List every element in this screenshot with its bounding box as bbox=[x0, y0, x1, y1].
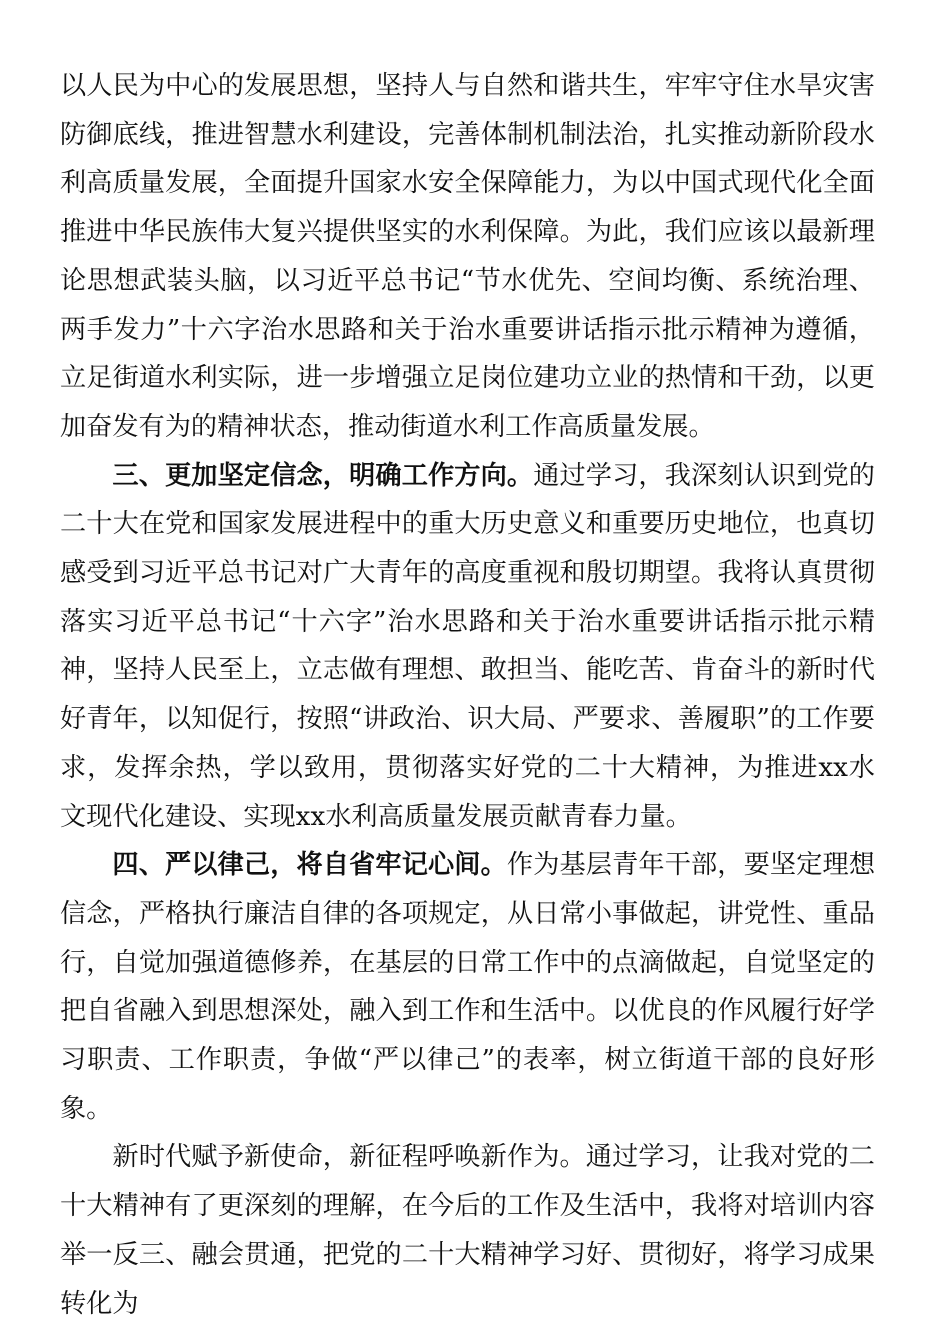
paragraph-text: 通过学习，我深刻认识到党的二十大在党和国家发展进程中的重大历史意义和重要历史地位，也真切感受到习近平总书记对广大青年的高度重视和殷切期望。我将认真贯彻落实习近平总书记“十六字”治水思路和关于治水重要讲话指示批示精神，坚持人民至上，立志做有理想、敢担当、能吃苦、肯奋斗的新时代好青年，以知促行，按照“讲政治、识大局、严要求、善履职”的工作要求，发挥余热，学以致用，贯彻落实好党的二十大精神，为推进xx水文现代化建设、实现xx水利高质量发展贡献青春力量。 bbox=[60, 460, 875, 832]
paragraph-section-four bbox=[60, 841, 875, 1133]
paragraph-continuation bbox=[60, 62, 875, 452]
paragraph-text: 作为基层青年干部，要坚定理想信念，严格执行廉洁自律的各项规定，从日常小事做起，讲党性、重品行，自觉加强道德修养，在基层的日常工作中的点滴做起，自觉坚定的把自省融入到思想深处，融入到工作和生活中。以优良的作风履行好学习职责、工作职责，争做“严以律己”的表率，树立街道干部的良好形象。 bbox=[60, 850, 876, 1124]
paragraph-text: 新时代赋予新使命，新征程呼唤新作为。通过学习，让我对党的二十大精神有了更深刻的理解，在今后的工作及生活中，我将对培训内容举一反三、融会贯通，把党的二十大精神学习好、贯彻好，将学习成果转化为 bbox=[60, 1142, 875, 1319]
document-page bbox=[60, 62, 875, 1328]
paragraph-section-three bbox=[60, 452, 875, 842]
section-heading: 四、严以律己，将自省牢记心间。 bbox=[112, 850, 507, 881]
section-heading: 三、更加坚定信念，明确工作方向。 bbox=[112, 460, 534, 491]
paragraph-text: 以人民为中心的发展思想，坚持人与自然和谐共生，牢牢守住水旱灾害防御底线，推进智慧水利建设，完善体制机制法治，扎实推动新阶段水利高质量发展，全面提升国家水安全保障能力，为以中国式现代化全面推进中华民族伟大复兴提供坚实的水利保障。为此，我们应该以最新理论思想武装头脑，以习近平总书记“节水优先、空间均衡、系统治理、两手发力”十六字治水思路和关于治水重要讲话指示批示精神为遵循，立足街道水利实际，进一步增强立足岗位建功立业的热情和干劲，以更加奋发有为的精神状态，推动街道水利工作高质量发展。 bbox=[60, 71, 875, 442]
paragraph-conclusion bbox=[60, 1133, 875, 1328]
